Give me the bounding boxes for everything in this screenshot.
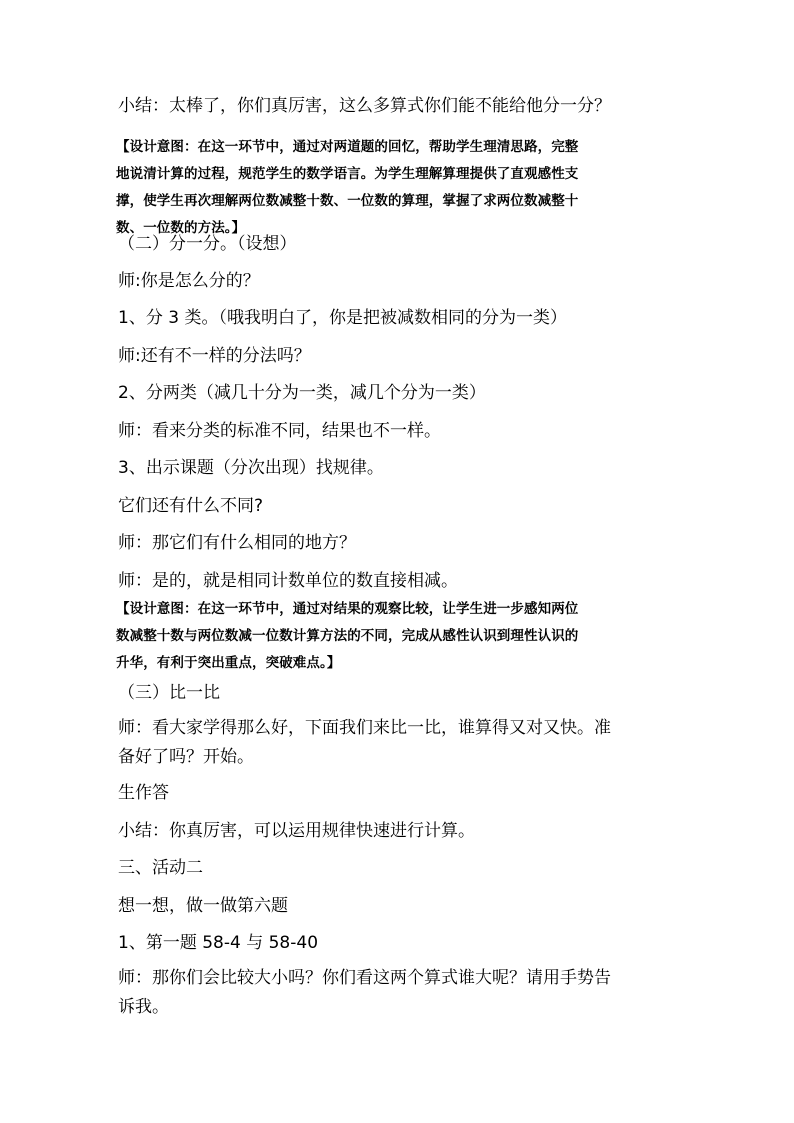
body-text: 2、分两类（减几十分为一类，减几个分为一类） — [118, 383, 486, 403]
para-line: 诉我。 — [118, 997, 169, 1017]
body-text: 师:你是怎么分的？ — [118, 271, 260, 291]
note-line: 数减整十数与两位数减一位数计算方法的不同，完成从感性认识到理性认识的 — [116, 628, 579, 644]
body-text: 师：看来分类的标准不同，结果也不一样。 — [118, 421, 441, 441]
design-intent-note-1 — [116, 134, 678, 242]
note-line: 数、一位数的方法。】 — [116, 220, 246, 236]
section-heading: 三、活动二 — [118, 858, 203, 878]
body-text: 师:还有不一样的分法吗？ — [118, 346, 311, 366]
body-text: 它们还有什么不同? — [118, 496, 264, 516]
body-text: 师：是的，就是相同计数单位的数直接相减。 — [118, 571, 458, 591]
body-text: 3、出示课题（分次出现）找规律。 — [118, 458, 384, 478]
note-line: 【设计意图：在这一环节中，通过对结果的观察比较，让学生进一步感知两位 — [116, 601, 579, 617]
body-text: 生作答 — [118, 783, 169, 803]
body-paragraph — [118, 714, 678, 772]
para-line: 师：那你们会比较大小吗？你们看这两个算式谁大呢？请用手势告 — [118, 968, 611, 988]
body-text: 师：那它们有什么相同的地方？ — [118, 533, 356, 553]
body-paragraph — [118, 964, 678, 1022]
para-line: 师：看大家学得那么好，下面我们来比一比，谁算得又对又快。准 — [118, 718, 611, 738]
note-line: 地说清计算的过程，规范学生的数学语言。为学生理解算理提供了直观感性支 — [116, 166, 579, 182]
body-text: 想一想，做一做第六题 — [118, 896, 288, 916]
design-intent-note-2 — [116, 596, 678, 677]
para-line: 备好了吗？开始。 — [118, 747, 254, 767]
note-line: 撑，使学生再次理解两位数减整十数、一位数的算理，掌握了求两位数减整十 — [116, 193, 579, 209]
note-line: 【设计意图：在这一环节中，通过对两道题的回忆，帮助学生理清思路，完整 — [116, 139, 579, 155]
body-text: 1、第一题 58-4 与 58-40 — [118, 933, 319, 953]
body-text: 1、分 3 类。（哦我明白了，你是把被减数相同的分为一类） — [118, 308, 567, 328]
section-heading: （三）比一比 — [118, 683, 220, 703]
summary-text: 小结：太棒了，你们真厉害，这么多算式你们能不能给他分一分？ — [118, 96, 611, 116]
section-heading: （二）分一分。（设想） — [118, 234, 297, 254]
body-text: 小结：你真厉害，可以运用规律快速进行计算。 — [118, 821, 475, 841]
note-line: 升华，有利于突出重点，突破难点。】 — [116, 655, 341, 671]
